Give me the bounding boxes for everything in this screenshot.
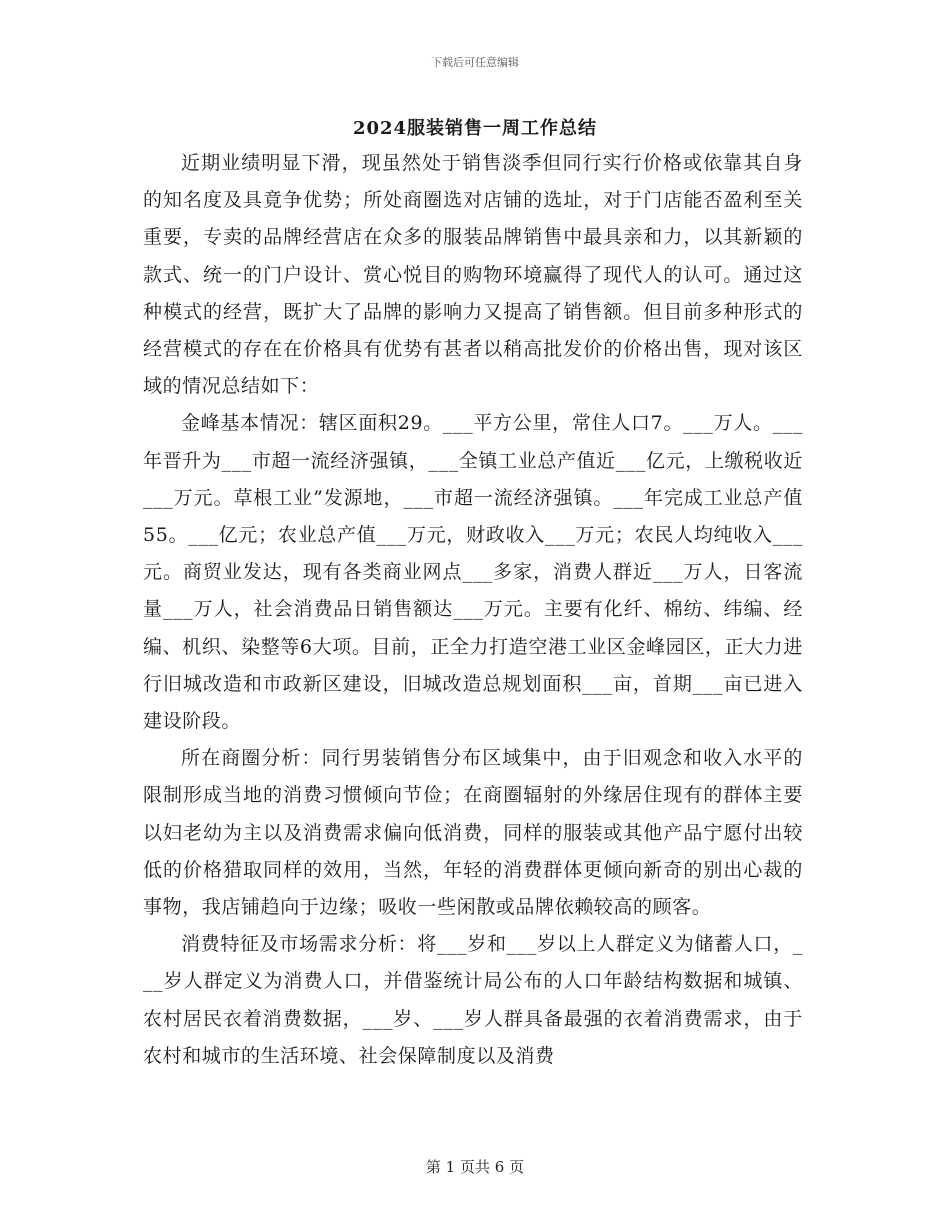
paragraph-jinfeng-basics: 金峰基本情况：辖区面积29。___平方公里，常住人口7。___万人。___年晋升为___市超一流经济强镇，___全镇工业总产值近___亿元，上缴税收近___万元。草根工业”发源地，___市超一流经济强镇。___年完成工业总产值55。___亿元；农业总产值___万元，财政收入___万元；农民人均纯收入___元。商贸业发达，现有各类商业网点___多家，消费人群近___万人，日客流量___万人，社会消费品日销售额达___万元。主要有化纤、棉纺、纬编、经编、机织、染整等6大项。目前，正全力打造空港工业区金峰园区，正大力进行旧城改造和市政新区建设，旧城改造总规划面积___亩，首期___亩已进入建设阶段。 [143, 412, 803, 733]
paragraph-intro: 近期业绩明显下滑，现虽然处于销售淡季但同行实行价格或依靠其自身的知名度及具竟争优势；所处商圈选对店铺的选址，对于门店能否盈利至关重要，专卖的品牌经营店在众多的服装品牌销售中最具亲和力，以其新颖的款式、统一的门户设计、赏心悦目的购物环境赢得了现代人的认可。通过这种模式的经营，既扩大了品牌的影响力又提高了销售额。但目前多种形式的经营模式的存在在价格具有优势有甚者以稍高批发价的价格出售，现对该区域的情况总结如下： [143, 152, 803, 398]
paragraph-trade-area-analysis: 所在商圈分析：同行男装销售分布区域集中，由于旧观念和收入水平的限制形成当地的消费习惯倾向节俭；在商圈辐射的外缘居住现有的群体主要以妇老幼为主以及消费需求偏向低消费，同样的服装或其他产品宁愿付出较低的价格猎取同样的效用，当然，年轻的消费群体更倾向新奇的别出心裁的事物，我店铺趋向于边缘；吸收一些闲散或品牌依赖较高的顾客。 [143, 747, 803, 919]
document-body [143, 145, 803, 1075]
page-number: 第 1 页共 6 页 [425, 1158, 525, 1176]
header-note: 下载后可任意编辑 [431, 56, 519, 69]
paragraph-consumer-analysis: 消费特征及市场需求分析：将___岁和___岁以上人群定义为储蓄人口，___岁人群定义为消费人口，并借鉴统计局公布的人口年龄结构数据和城镇、农村居民衣着消费数据，___岁、___岁人群具备最强的衣着消费需求，由于农村和城市的生活环境、社会保障制度以及消费 [143, 933, 803, 1067]
document-title: 2024服装销售一周工作总结 [352, 118, 598, 139]
